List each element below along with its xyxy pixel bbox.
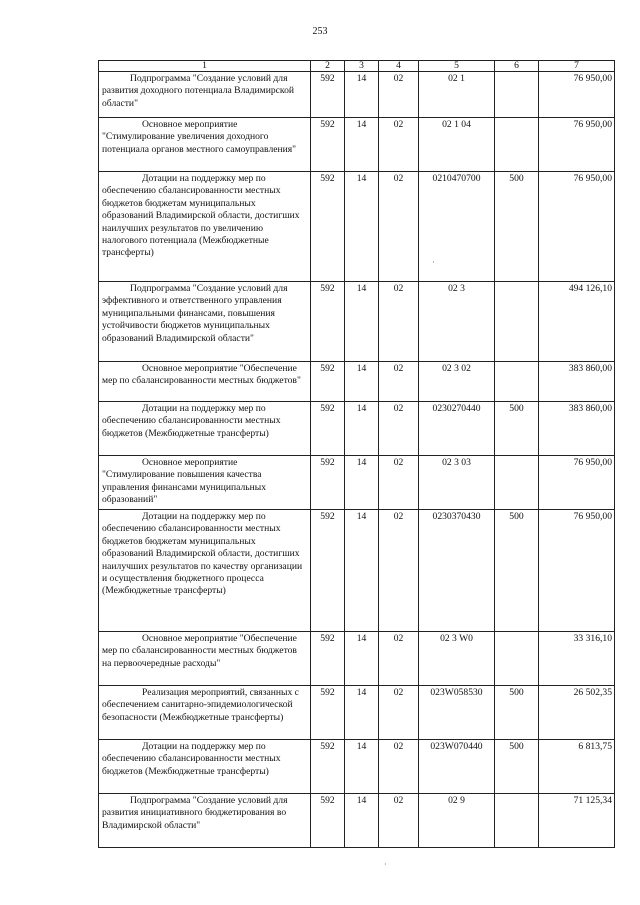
row-name: Подпрограмма "Создание условий для эффективного и ответственного управления муниципальными финансами, повышения устойчивости бюджетов муниципальных образований Владимирской области"	[102, 283, 288, 344]
row-section: 14	[345, 402, 379, 456]
table-row	[99, 72, 615, 118]
table-body	[99, 72, 615, 848]
row-admin-code: 592	[311, 456, 345, 510]
row-name: Дотации на поддержку мер по обеспечению сбалансированности местных бюджетов (Межбюджетные трансферты)	[102, 741, 281, 777]
row-expense-type	[495, 118, 539, 172]
row-section: 14	[345, 172, 379, 282]
row-amount: 76 950,00	[539, 72, 615, 118]
row-target-article: 02 3	[419, 282, 495, 362]
row-name: Реализация мероприятий, связанных с обеспечением санитарно-эпидемиологической безопасности (Межбюджетные трансферты)	[102, 687, 299, 723]
cell-name	[99, 510, 311, 632]
header-col-2: 2	[311, 61, 345, 72]
cell-name	[99, 686, 311, 740]
row-admin-code: 592	[311, 794, 345, 848]
row-expense-type: 500	[495, 402, 539, 456]
row-name: Основное мероприятие "Стимулирование повышения качества управления финансами муниципальных образований"	[102, 457, 267, 506]
table-row	[99, 362, 615, 402]
row-subsection: 02	[379, 172, 419, 282]
cell-name	[99, 362, 311, 402]
header-col-4: 4	[379, 61, 419, 72]
row-section: 14	[345, 456, 379, 510]
row-section: 14	[345, 794, 379, 848]
row-admin-code: 592	[311, 282, 345, 362]
row-expense-type: 500	[495, 172, 539, 282]
row-amount: 71 125,34	[539, 794, 615, 848]
scan-dot-mark: ·	[384, 860, 387, 869]
row-amount: 33 316,10	[539, 632, 615, 686]
header-row	[99, 61, 615, 72]
row-name: Дотации на поддержку мер по обеспечению сбалансированности местных бюджетов (Межбюджетные трансферты)	[102, 403, 281, 439]
table-row	[99, 282, 615, 362]
row-name: Основное мероприятие "Обеспечение мер по сбалансированности местных бюджетов"	[102, 363, 301, 387]
table-row	[99, 510, 615, 632]
row-subsection: 02	[379, 510, 419, 632]
table-row	[99, 402, 615, 456]
table-row	[99, 632, 615, 686]
row-target-article: 023W058530	[419, 686, 495, 740]
scan-dot-mark: ·	[432, 258, 435, 267]
row-amount: 76 950,00	[539, 456, 615, 510]
row-target-article: 023W070440	[419, 740, 495, 794]
row-expense-type	[495, 794, 539, 848]
row-section: 14	[345, 282, 379, 362]
budget-table	[98, 60, 615, 848]
row-target-article: 02 3 W0	[419, 632, 495, 686]
row-name: Подпрограмма "Создание условий для развития доходного потенциала Владимирской области"	[102, 73, 295, 109]
row-subsection: 02	[379, 402, 419, 456]
row-admin-code: 592	[311, 632, 345, 686]
row-admin-code: 592	[311, 172, 345, 282]
row-expense-type: 500	[495, 510, 539, 632]
row-subsection: 02	[379, 362, 419, 402]
row-target-article: 0230370430	[419, 510, 495, 632]
row-amount: 6 813,75	[539, 740, 615, 794]
row-section: 14	[345, 686, 379, 740]
cell-name	[99, 794, 311, 848]
row-expense-type	[495, 632, 539, 686]
row-subsection: 02	[379, 72, 419, 118]
header-col-6: 6	[495, 61, 539, 72]
row-expense-type: 500	[495, 740, 539, 794]
row-amount: 383 860,00	[539, 362, 615, 402]
row-expense-type	[495, 282, 539, 362]
cell-name	[99, 72, 311, 118]
row-name: Подпрограмма "Создание условий для развития инициативного бюджетирования во Владимирской области"	[102, 795, 288, 831]
page-number: 253	[312, 26, 328, 37]
row-amount: 26 502,35	[539, 686, 615, 740]
cell-name	[99, 118, 311, 172]
row-section: 14	[345, 632, 379, 686]
row-target-article: 02 1 04	[419, 118, 495, 172]
table-row	[99, 456, 615, 510]
row-amount: 76 950,00	[539, 510, 615, 632]
row-subsection: 02	[379, 794, 419, 848]
cell-name	[99, 282, 311, 362]
row-subsection: 02	[379, 740, 419, 794]
cell-name	[99, 740, 311, 794]
header-col-7: 7	[539, 61, 615, 72]
row-target-article: 0210470700	[419, 172, 495, 282]
row-target-article: 02 3 02	[419, 362, 495, 402]
row-section: 14	[345, 740, 379, 794]
row-target-article: 02 1	[419, 72, 495, 118]
row-subsection: 02	[379, 456, 419, 510]
row-subsection: 02	[379, 118, 419, 172]
row-name: Дотации на поддержку мер по обеспечению сбалансированности местных бюджетов бюджетам муниципальных образований Владимирской области, достигших наилучших результатов по увеличению налогового потенциала (Межбюджетные трансферты)	[102, 173, 300, 259]
row-name: Основное мероприятие "Стимулирование увеличения доходного потенциала органов местного самоуправления"	[102, 119, 297, 155]
row-admin-code: 592	[311, 402, 345, 456]
row-amount: 76 950,00	[539, 172, 615, 282]
row-expense-type	[495, 72, 539, 118]
row-subsection: 02	[379, 686, 419, 740]
row-expense-type	[495, 362, 539, 402]
cell-name	[99, 456, 311, 510]
header-col-1: 1	[99, 61, 311, 72]
table-row	[99, 686, 615, 740]
row-name: Основное мероприятие "Обеспечение мер по сбалансированности местных бюджетов на первоочередные расходы"	[102, 633, 297, 669]
header-col-3: 3	[345, 61, 379, 72]
cell-name	[99, 172, 311, 282]
row-admin-code: 592	[311, 118, 345, 172]
row-admin-code: 592	[311, 362, 345, 402]
cell-name	[99, 632, 311, 686]
row-expense-type	[495, 456, 539, 510]
row-section: 14	[345, 362, 379, 402]
row-target-article: 02 9	[419, 794, 495, 848]
row-admin-code: 592	[311, 510, 345, 632]
row-subsection: 02	[379, 632, 419, 686]
row-section: 14	[345, 118, 379, 172]
row-amount: 76 950,00	[539, 118, 615, 172]
cell-name	[99, 402, 311, 456]
table-row	[99, 794, 615, 848]
row-admin-code: 592	[311, 740, 345, 794]
row-admin-code: 592	[311, 686, 345, 740]
table-row	[99, 740, 615, 794]
table-row	[99, 172, 615, 282]
row-section: 14	[345, 510, 379, 632]
table-row	[99, 118, 615, 172]
row-name: Дотации на поддержку мер по обеспечению сбалансированности местных бюджетов бюджетам муниципальных образований Владимирской области, достигших наилучших результатов по качеству организации и осуществления бюджетного процесса (Межбюджетные трансферты)	[102, 511, 303, 597]
row-admin-code: 592	[311, 72, 345, 118]
row-target-article: 0230270440	[419, 402, 495, 456]
row-section: 14	[345, 72, 379, 118]
row-target-article: 02 3 03	[419, 456, 495, 510]
row-amount: 494 126,10	[539, 282, 615, 362]
row-expense-type: 500	[495, 686, 539, 740]
table-header	[99, 61, 615, 72]
header-col-5: 5	[419, 61, 495, 72]
row-subsection: 02	[379, 282, 419, 362]
row-amount: 383 860,00	[539, 402, 615, 456]
